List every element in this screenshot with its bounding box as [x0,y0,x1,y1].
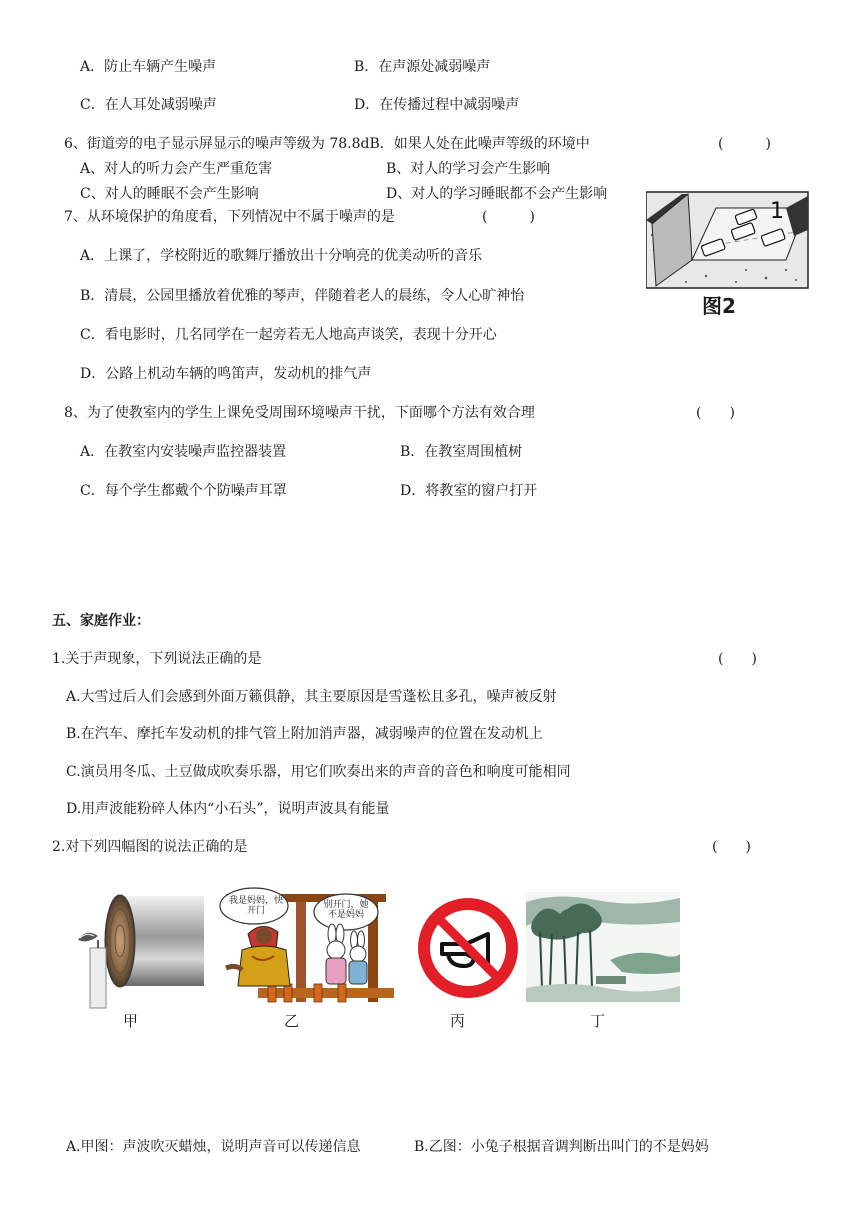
q5-option-c: C．在人耳处减弱噪声 [80,97,217,113]
picture-ding-trees-landscape [526,892,680,1002]
q6-option-c: C、对人的睡眠不会产生影响 [80,186,259,202]
hw1-option-b: B.在汽车、摩托车发动机的排气管上附加消声器，减弱噪声的位置在发动机上 [66,726,543,742]
q6-option-d: D、对人的学习睡眠都不会产生影响 [386,186,608,202]
q5-option-a: A．防止车辆产生噪声 [80,59,217,75]
q6-answer-paren: ( ) [718,136,771,152]
q5-option-b: B．在声源处减弱噪声 [354,59,491,75]
q7-option-a: A．上课了，学校附近的歌舞厅播放出十分响亮的优美动听的音乐 [80,248,483,264]
hw2-option-b: B.乙图：小兔子根据音调判断出叫门的不是妈妈 [414,1139,709,1155]
caption-yi: 乙 [284,1012,300,1030]
wolf-speech-bubble: 我是妈妈，快开门 [228,896,283,916]
q8-option-a: A．在教室内安装噪声监控器装置 [80,444,287,460]
section-5-title: 五、家庭作业： [52,613,150,629]
q8-stem: 8、为了使教室内的学生上课免受周围环境噪声干扰，下面哪个方法有效合理 [64,405,535,421]
q8-option-c: C．每个学生都戴个个防噪声耳罩 [80,483,287,499]
figure-2-highway-image [646,190,810,290]
q5-option-d: D．在传播过程中减弱噪声 [354,97,520,113]
q6-option-b: B、对人的学习会产生影响 [386,161,551,177]
rabbit-speech-bubble: 别开门，她不是妈妈 [323,900,369,920]
picture-yi-wolf-and-rabbits [218,884,394,1006]
hw1-option-d: D.用声波能粉碎人体内“小石头”，说明声波具有能量 [66,801,390,817]
hw2-option-a: A.甲图：声波吹灭蜡烛，说明声音可以传递信息 [66,1139,361,1155]
q7-option-d: D．公路上机动车辆的鸣笛声，发动机的排气声 [80,366,372,382]
q7-stem: 7、从环境保护的角度看，下列情况中不属于噪声的是 [64,209,395,225]
no-horn-sign-icon [414,894,522,1002]
hw1-answer-paren: ( ) [718,651,757,667]
caption-ding: 丁 [590,1012,606,1030]
q7-option-c: C．看电影时，几名同学在一起旁若无人地高声谈笑，表现十分开心 [80,327,497,343]
q7-option-b: B．清晨，公园里播放着优雅的琴声，伴随着老人的晨练，令人心旷神怡 [80,288,525,304]
q7-answer-paren: ( ) [482,209,535,225]
q8-option-d: D．将教室的窗户打开 [400,483,538,499]
q8-option-b: B．在教室周围植树 [400,444,523,460]
hw2-answer-paren: ( ) [712,839,751,855]
hw1-option-a: A.大雪过后人们会感到外面万籁俱静，其主要原因是雪蓬松且多孔，噪声被反射 [66,689,557,705]
picture-jia-candle-speaker [70,888,206,1010]
q6-stem: 6、街道旁的电子显示屏显示的噪声等级为 78.8dB．如果人处在此噪声等级的环境中 [64,136,590,152]
caption-bing: 丙 [450,1012,466,1030]
caption-jia: 甲 [123,1012,139,1030]
q8-answer-paren: ( ) [696,405,735,421]
q6-option-a: A、对人的听力会产生严重危害 [80,161,273,177]
figure-2-caption: 图2 [702,294,736,318]
hw1-option-c: C.演员用冬瓜、土豆做成吹奏乐器，用它们吹奏出来的声音的音色和响度可能相同 [66,764,571,780]
hw1-stem: 1.关于声现象，下列说法正确的是 [52,651,262,667]
hw2-stem: 2.对下列四幅图的说法正确的是 [52,839,248,855]
svg-text:1: 1 [770,199,784,224]
